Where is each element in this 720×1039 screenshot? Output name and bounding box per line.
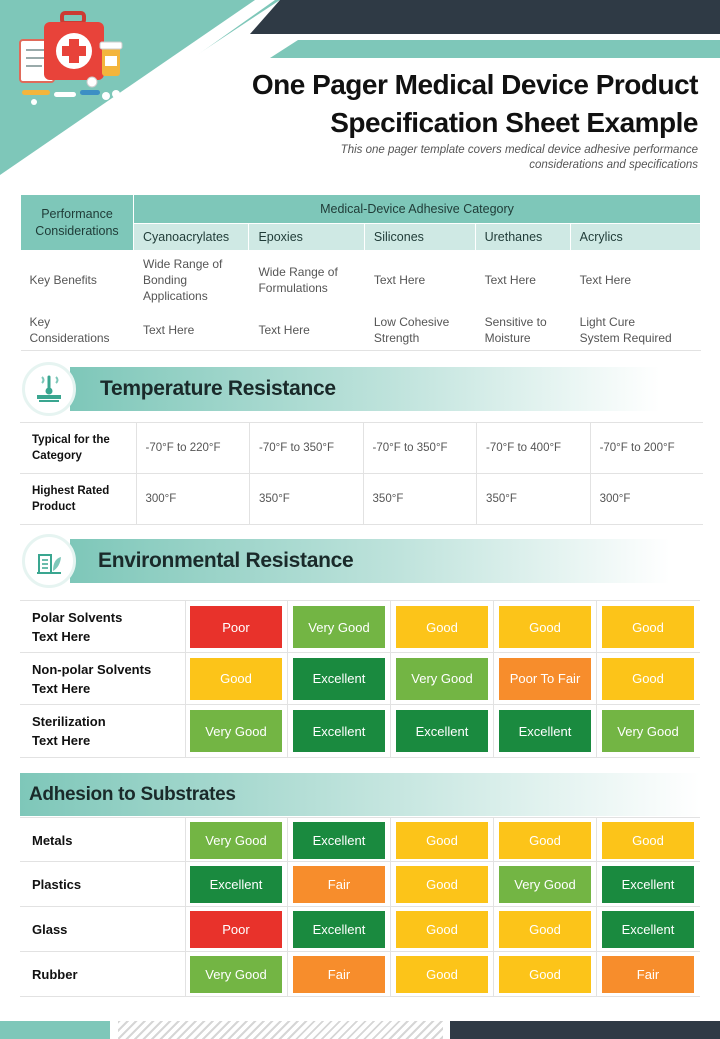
cell-line: Text Here bbox=[579, 272, 632, 287]
table-row bbox=[20, 600, 700, 653]
performance-considerations-header bbox=[21, 195, 134, 251]
adhesion-heading: Adhesion to Substrates bbox=[29, 784, 236, 805]
column-divider bbox=[390, 705, 391, 758]
table-row-key-considerations bbox=[21, 309, 701, 351]
rating-cell: Poor bbox=[190, 911, 282, 948]
table-cell bbox=[364, 309, 475, 351]
rating-cell: Excellent bbox=[293, 710, 385, 752]
temperature-cell: -70°F to 350°F bbox=[250, 423, 364, 474]
column-divider bbox=[493, 705, 494, 758]
rating-cell: Good bbox=[396, 956, 488, 993]
table-cell bbox=[134, 251, 249, 309]
column-divider bbox=[390, 907, 391, 952]
row-label bbox=[32, 712, 106, 750]
column-divider bbox=[287, 818, 288, 863]
row-label-line-2: Text Here bbox=[32, 680, 91, 696]
cell-line: Applications bbox=[143, 288, 208, 303]
column-divider bbox=[493, 952, 494, 997]
column-divider bbox=[390, 952, 391, 997]
rating-cell: Very Good bbox=[190, 710, 282, 752]
row-label: Metals bbox=[32, 833, 73, 848]
row-label-line-1: Key Benefits bbox=[29, 272, 97, 287]
rating-cell: Poor bbox=[190, 606, 282, 648]
rating-cell: Good bbox=[396, 822, 488, 859]
page-subtitle-line-2: considerations and specifications bbox=[529, 159, 698, 171]
cell-line: System Required bbox=[579, 330, 672, 345]
column-divider bbox=[185, 705, 186, 758]
cell-line: Light Cure bbox=[579, 314, 636, 329]
rating-cell: Excellent bbox=[499, 710, 591, 752]
column-divider bbox=[596, 862, 597, 907]
header-dark-bar bbox=[250, 0, 720, 34]
column-header-urethanes: Urethanes bbox=[475, 223, 570, 251]
table-row-key-benefits bbox=[21, 251, 701, 309]
perf-header-line-2: Considerations bbox=[35, 223, 119, 238]
cell-line: Text Here bbox=[258, 322, 310, 337]
adhesion-rating-grid bbox=[20, 817, 700, 997]
column-divider bbox=[596, 653, 597, 706]
column-header-cyanoacrylates: Cyanoacrylates bbox=[134, 223, 249, 251]
cell-line: Text Here bbox=[143, 322, 195, 337]
column-divider bbox=[287, 862, 288, 907]
environmental-heading: Environmental Resistance bbox=[98, 549, 354, 572]
rating-cell: Good bbox=[396, 606, 488, 648]
temperature-cell: 300°F bbox=[136, 474, 250, 525]
adhesive-category-table bbox=[20, 194, 701, 351]
footer-teal-bar bbox=[0, 1021, 110, 1039]
column-divider bbox=[596, 952, 597, 997]
table-row bbox=[20, 952, 700, 997]
row-label-line-1: Highest Rated bbox=[32, 485, 110, 497]
table-cell bbox=[475, 251, 570, 309]
temperature-table bbox=[20, 422, 703, 525]
temperature-cell: 350°F bbox=[250, 474, 364, 525]
column-divider bbox=[596, 705, 597, 758]
column-divider bbox=[287, 705, 288, 758]
rating-cell: Excellent bbox=[396, 710, 488, 752]
thermometer-tray-icon bbox=[33, 373, 65, 405]
temperature-cell: 300°F bbox=[590, 474, 703, 525]
table-row bbox=[20, 862, 700, 907]
column-divider bbox=[493, 601, 494, 654]
page-title-line-2: Specification Sheet Example bbox=[330, 107, 698, 138]
temperature-cell: -70°F to 200°F bbox=[590, 423, 703, 474]
rating-cell: Very Good bbox=[293, 606, 385, 648]
rating-cell: Good bbox=[602, 658, 694, 700]
rating-cell: Very Good bbox=[499, 866, 591, 903]
rating-cell: Very Good bbox=[190, 956, 282, 993]
temperature-heading: Temperature Resistance bbox=[100, 377, 336, 400]
building-leaf-icon bbox=[33, 545, 65, 577]
column-divider bbox=[287, 653, 288, 706]
cell-line: Bonding bbox=[143, 272, 188, 287]
rating-cell: Excellent bbox=[293, 822, 385, 859]
row-label bbox=[21, 309, 134, 351]
perf-header-line-1: Performance bbox=[41, 206, 113, 221]
rating-cell: Very Good bbox=[190, 822, 282, 859]
column-divider bbox=[493, 862, 494, 907]
column-divider bbox=[596, 601, 597, 654]
row-label-line-2: Product bbox=[32, 501, 76, 513]
cell-line: Sensitive to bbox=[484, 314, 547, 329]
rating-cell: Excellent bbox=[293, 911, 385, 948]
environmental-rating-grid bbox=[20, 600, 700, 758]
medical-kit-icon bbox=[14, 10, 134, 110]
column-divider bbox=[390, 653, 391, 706]
column-divider bbox=[390, 601, 391, 654]
cell-line: Wide Range of bbox=[258, 264, 338, 279]
column-divider bbox=[185, 818, 186, 863]
temperature-cell: -70°F to 220°F bbox=[136, 423, 250, 474]
rating-cell: Very Good bbox=[602, 710, 694, 752]
cell-line: Text Here bbox=[484, 272, 536, 287]
column-header-acrylics: Acrylics bbox=[570, 223, 700, 251]
rating-cell: Good bbox=[396, 911, 488, 948]
rating-cell: Excellent bbox=[190, 866, 282, 903]
temperature-section-icon-badge bbox=[22, 362, 76, 416]
row-label-line-2: Text Here bbox=[32, 629, 91, 644]
environmental-section-icon-badge bbox=[22, 534, 76, 588]
row-label bbox=[32, 660, 151, 698]
temperature-cell: -70°F to 400°F bbox=[477, 423, 591, 474]
rating-cell: Very Good bbox=[396, 658, 488, 700]
column-divider bbox=[493, 818, 494, 863]
rating-cell: Good bbox=[602, 822, 694, 859]
column-divider bbox=[596, 818, 597, 863]
rating-cell: Excellent bbox=[602, 911, 694, 948]
column-divider bbox=[185, 653, 186, 706]
table-row bbox=[20, 907, 700, 952]
rating-cell: Poor To Fair bbox=[499, 658, 591, 700]
table-row-highest bbox=[20, 474, 703, 525]
table-cell bbox=[570, 309, 700, 351]
rating-cell: Good bbox=[499, 606, 591, 648]
rating-cell: Fair bbox=[293, 866, 385, 903]
cell-line: Formulations bbox=[258, 280, 328, 295]
column-divider bbox=[287, 952, 288, 997]
column-divider bbox=[185, 862, 186, 907]
row-label-line-2: Text Here bbox=[32, 733, 91, 748]
temperature-cell: 350°F bbox=[477, 474, 591, 525]
rating-cell: Excellent bbox=[293, 658, 385, 700]
column-divider bbox=[390, 862, 391, 907]
column-divider bbox=[596, 907, 597, 952]
footer-dark-bar bbox=[450, 1021, 720, 1039]
row-label: Rubber bbox=[32, 967, 78, 982]
table-cell bbox=[475, 309, 570, 351]
table-cell bbox=[364, 251, 475, 309]
table-row bbox=[20, 705, 700, 758]
column-divider bbox=[287, 907, 288, 952]
row-label: Plastics bbox=[32, 877, 82, 892]
row-label-line-2: Category bbox=[32, 450, 82, 462]
rating-cell: Good bbox=[499, 822, 591, 859]
row-label bbox=[32, 608, 122, 646]
footer-hatched-bar bbox=[118, 1021, 443, 1039]
rating-cell: Good bbox=[499, 911, 591, 948]
column-divider bbox=[287, 601, 288, 654]
temperature-cell: 350°F bbox=[363, 474, 477, 525]
row-label-line-1: Sterilization bbox=[32, 714, 106, 729]
page-title bbox=[228, 66, 698, 142]
table-cell bbox=[249, 251, 364, 309]
page-title-line-1: One Pager Medical Device Product bbox=[251, 69, 698, 100]
row-label-line-1: Typical for the bbox=[32, 434, 110, 446]
row-label bbox=[20, 474, 136, 525]
header-teal-stripe bbox=[270, 40, 720, 58]
rating-cell: Good bbox=[190, 658, 282, 700]
table-row bbox=[20, 817, 700, 862]
row-label-line-1: Key bbox=[29, 314, 51, 329]
cell-line: Text Here bbox=[373, 272, 426, 287]
table-row-typical bbox=[20, 423, 703, 474]
cell-line: Strength bbox=[373, 330, 420, 345]
column-divider bbox=[185, 907, 186, 952]
page-subtitle bbox=[298, 143, 698, 173]
row-label bbox=[21, 251, 134, 309]
row-label-line-2: Considerations bbox=[29, 330, 110, 345]
column-divider bbox=[185, 601, 186, 654]
row-label-line-1: Polar Solvents bbox=[32, 610, 123, 625]
table-cell bbox=[249, 309, 364, 351]
column-header-silicones: Silicones bbox=[364, 223, 475, 251]
rating-cell: Fair bbox=[602, 956, 694, 993]
rating-cell: Fair bbox=[293, 956, 385, 993]
row-label-line-1: Non-polar Solvents bbox=[32, 661, 152, 677]
cell-line: Low Cohesive bbox=[373, 314, 450, 329]
rating-cell: Good bbox=[396, 866, 488, 903]
column-header-epoxies: Epoxies bbox=[249, 223, 364, 251]
table-cell bbox=[570, 251, 700, 309]
row-label bbox=[20, 423, 136, 474]
column-divider bbox=[493, 907, 494, 952]
page-subtitle-line-1: This one pager template covers medical device adhesive performance bbox=[340, 144, 698, 156]
rating-cell: Excellent bbox=[602, 866, 694, 903]
rating-cell: Good bbox=[499, 956, 591, 993]
column-divider bbox=[493, 653, 494, 706]
category-header: Medical-Device Adhesive Category bbox=[134, 195, 701, 224]
rating-cell: Good bbox=[602, 606, 694, 648]
cell-line: Wide Range of bbox=[143, 256, 223, 271]
cell-line: Moisture bbox=[484, 330, 531, 345]
column-divider bbox=[390, 818, 391, 863]
table-cell bbox=[134, 309, 249, 351]
temperature-cell: -70°F to 350°F bbox=[363, 423, 477, 474]
row-label: Glass bbox=[32, 922, 68, 937]
column-divider bbox=[185, 952, 186, 997]
table-row bbox=[20, 653, 700, 706]
